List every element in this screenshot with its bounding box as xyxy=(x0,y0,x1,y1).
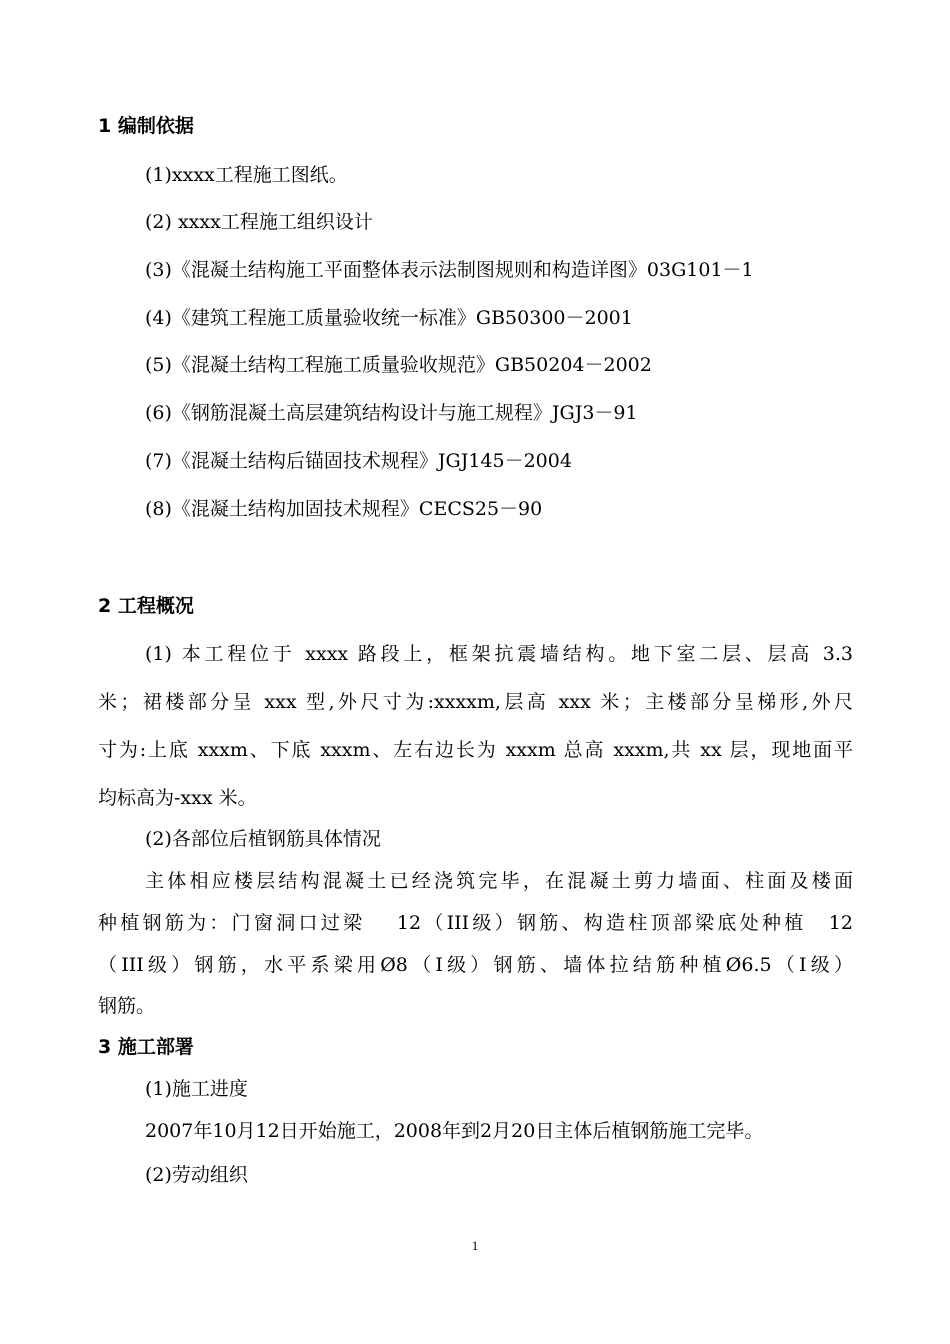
page-number: 1 xyxy=(471,1238,479,1253)
overview-line-4: 均标高为-xxx 米。 xyxy=(98,787,257,809)
overview-line-3: 寸为:上底 xxxm、下底 xxxm、左右边长为 xxxm 总高 xxxm,共 xx 层，现地面平 xyxy=(98,739,853,761)
section-3-heading: 3 施工部署 xyxy=(98,1036,194,1058)
rebar-line-2: 种植钢筋为：门窗洞口过梁 12（III级）钢筋、构造柱顶部梁底处种植 12 xyxy=(98,912,853,934)
section-1-heading: 1 编制依据 xyxy=(98,115,194,137)
rebar-line-1: 主体相应楼层结构混凝土已经浇筑完毕，在混凝土剪力墙面、柱面及楼面 xyxy=(145,870,853,892)
basis-item-3: (3)《混凝土结构施工平面整体表示法制图规则和构造详图》03G101－1 xyxy=(145,259,754,281)
basis-item-7: (7)《混凝土结构后锚固技术规程》JGJ145－2004 xyxy=(145,450,572,472)
section-2-heading: 2 工程概况 xyxy=(98,595,194,617)
rebar-subheading: (2)各部位后植钢筋具体情况 xyxy=(145,828,381,850)
basis-item-1: (1)xxxx工程施工图纸。 xyxy=(145,164,348,186)
schedule-text: 2007年10月12日开始施工，2008年到2月20日主体后植钢筋施工完毕。 xyxy=(145,1120,764,1142)
basis-item-2: (2) xxxx工程施工组织设计 xyxy=(145,211,373,233)
schedule-subheading: (1)施工进度 xyxy=(145,1078,248,1100)
rebar-line-4: 钢筋。 xyxy=(98,995,156,1017)
overview-line-1: (1) 本工程位于 xxxx 路段上，框架抗震墙结构。地下室二层、层高 3.3 xyxy=(145,643,853,665)
overview-line-2: 米；裙楼部分呈 xxx 型,外尺寸为:xxxxm,层高 xxx 米；主楼部分呈梯形,外尺 xyxy=(98,691,853,713)
basis-item-8: (8)《混凝土结构加固技术规程》CECS25－90 xyxy=(145,498,543,520)
basis-item-6: (6)《钢筋混凝土高层建筑结构设计与施工规程》JGJ3－91 xyxy=(145,402,638,424)
rebar-line-3: （III级）钢筋，水平系梁用Ø8（Ⅰ级）钢筋、墙体拉结筋种植Ø6.5（Ⅰ级） xyxy=(98,954,853,976)
basis-item-5: (5)《混凝土结构工程施工质量验收规范》GB50204－2002 xyxy=(145,354,652,376)
basis-item-4: (4)《建筑工程施工质量验收统一标准》GB50300－2001 xyxy=(145,307,633,329)
labor-subheading: (2)劳动组织 xyxy=(145,1164,248,1186)
